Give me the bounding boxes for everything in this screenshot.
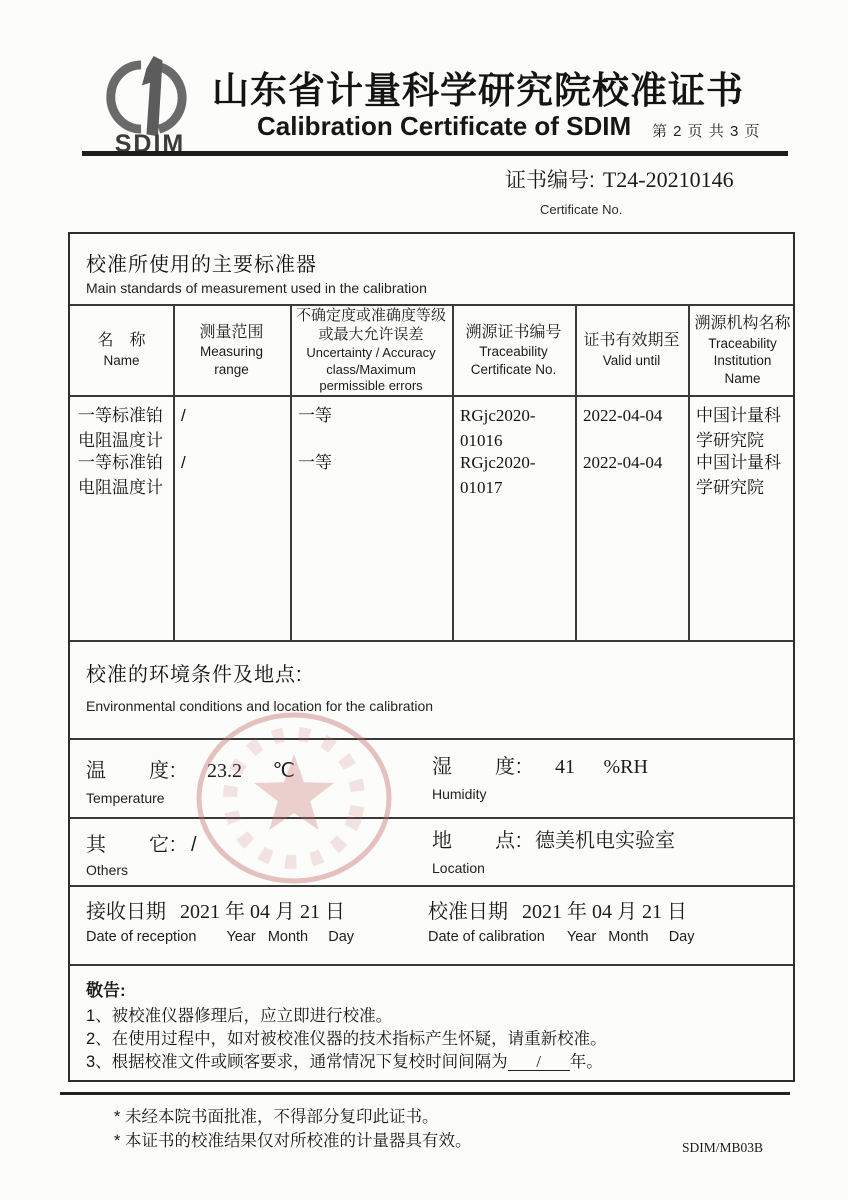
section-rule bbox=[70, 885, 793, 887]
row1-range: / bbox=[181, 406, 186, 425]
humidity-field bbox=[432, 750, 648, 779]
calibration-date-units-en: Year Month Day bbox=[566, 929, 695, 945]
col-header-name-en: Name bbox=[103, 353, 140, 369]
others-label-en: Others bbox=[86, 862, 129, 878]
reception-date-en bbox=[86, 929, 354, 945]
reception-date-label: 接收日期 bbox=[86, 901, 166, 923]
col-header-traceability-no bbox=[452, 306, 575, 395]
row1-valid-until: 2022-04-04 bbox=[583, 406, 663, 425]
row1-cert-no: RGjc2020-01016 bbox=[460, 406, 536, 450]
page-subtitle: Calibration Certificate of SDIM bbox=[257, 111, 632, 141]
standards-title-cn: 校准所使用的主要标准器 bbox=[86, 254, 317, 276]
others-value: / bbox=[191, 834, 197, 856]
calibration-date-label-en: Date of calibration bbox=[428, 929, 545, 945]
col-header-valid-until bbox=[575, 306, 688, 395]
humidity-label: 湿 度: bbox=[432, 756, 523, 778]
note-item-2: 2、在使用过程中，如对被校准仪器的技术指标产生怀疑，请重新校准。 bbox=[86, 1030, 607, 1048]
certificate-number-label-en: Certificate No. bbox=[540, 202, 623, 217]
note-item-3 bbox=[86, 1048, 603, 1072]
environment-title-en: Environmental conditions and location for the calibration bbox=[86, 698, 434, 714]
humidity-value: 41 bbox=[555, 756, 576, 778]
col-header-valid-until-en: Valid until bbox=[602, 353, 661, 369]
certificate-number-label: 证书编号: bbox=[505, 169, 595, 192]
red-stamp bbox=[194, 710, 394, 888]
temperature-label-en: Temperature bbox=[86, 790, 165, 806]
location-value: 德美机电实验室 bbox=[535, 830, 676, 852]
location-label-en: Location bbox=[432, 860, 485, 876]
logo-wordmark: SDIM bbox=[114, 130, 186, 158]
col-header-range bbox=[173, 306, 290, 395]
col-header-uncertainty bbox=[290, 306, 452, 395]
col-header-name-cn: 名 称 bbox=[97, 332, 146, 350]
humidity-unit: %RH bbox=[603, 756, 648, 778]
reception-date-value: 2021 年 04 月 21 日 bbox=[180, 901, 345, 923]
row1-uncertainty: 一等 bbox=[298, 406, 332, 425]
note-item-3-suffix: 年。 bbox=[569, 1053, 603, 1071]
col-header-institution-en: Traceability Institution Name bbox=[708, 335, 777, 386]
section-rule bbox=[70, 964, 793, 966]
others-field bbox=[86, 828, 197, 857]
standards-title-en: Main standards of measurement used in the calibration bbox=[86, 280, 427, 296]
reception-date bbox=[86, 895, 345, 924]
sdim-logo-icon bbox=[104, 56, 196, 138]
section-rule bbox=[70, 738, 793, 740]
col-header-name bbox=[70, 306, 173, 395]
table-bottom-rule bbox=[70, 640, 793, 642]
header-rule bbox=[82, 151, 788, 156]
row2-range: / bbox=[181, 453, 186, 472]
col-header-traceability-no-cn: 溯源证书编号 bbox=[465, 323, 562, 341]
form-code: SDIM/MB03B bbox=[682, 1140, 764, 1155]
footer-note-2: * 本证书的校准结果仅对所校准的计量器具有效。 bbox=[114, 1132, 472, 1150]
temperature-label: 温 度: bbox=[86, 760, 177, 782]
row1-name: 一等标准铂电阻温度计 bbox=[78, 406, 163, 450]
col-header-range-en: Measuring range bbox=[199, 344, 264, 377]
col-header-institution-cn: 溯源机构名称 bbox=[694, 314, 791, 332]
col-header-range-cn: 测量范围 bbox=[199, 323, 264, 341]
location-field bbox=[432, 824, 675, 853]
col-header-valid-until-cn: 证书有效期至 bbox=[583, 332, 680, 350]
col-header-uncertainty-en: Uncertainty / Accuracy class/Maximum permissible errors bbox=[306, 344, 436, 394]
row2-institution: 中国计量科学研究院 bbox=[696, 453, 781, 497]
footer-note-1: * 未经本院书面批准，不得部分复印此证书。 bbox=[114, 1108, 439, 1126]
note-item-3-blank: / bbox=[508, 1053, 570, 1071]
row2-valid-until: 2022-04-04 bbox=[583, 453, 663, 472]
reception-date-units-en: Year Month Day bbox=[226, 929, 355, 945]
location-label: 地 点: bbox=[432, 830, 523, 852]
temperature-value: 23.2 bbox=[207, 760, 243, 782]
reception-date-label-en: Date of reception bbox=[86, 929, 197, 945]
page-title: 山东省计量科学研究院校准证书 bbox=[212, 70, 744, 111]
humidity-label-en: Humidity bbox=[432, 786, 487, 802]
footer-rule bbox=[60, 1092, 790, 1095]
environment-title-cn: 校准的环境条件及地点: bbox=[86, 664, 303, 686]
calibration-date bbox=[428, 895, 687, 924]
certificate-number-value: T24-20210146 bbox=[602, 167, 734, 192]
note-item-3-prefix: 3、根据校准文件或顾客要求，通常情况下复校时间间隔为 bbox=[86, 1053, 508, 1071]
note-item-1: 1、被校准仪器修理后，应立即进行校准。 bbox=[86, 1007, 393, 1025]
row1-institution: 中国计量科学研究院 bbox=[696, 406, 781, 450]
section-rule bbox=[70, 817, 793, 819]
calibration-date-label: 校准日期 bbox=[428, 901, 508, 923]
row2-name: 一等标准铂电阻温度计 bbox=[78, 453, 163, 497]
notes-title: 敬告: bbox=[86, 981, 126, 1000]
calibration-date-value: 2021 年 04 月 21 日 bbox=[522, 901, 687, 923]
others-label: 其 它: bbox=[86, 834, 177, 856]
row2-cert-no: RGjc2020-01017 bbox=[460, 453, 536, 497]
certificate-body bbox=[68, 232, 795, 1082]
row2-uncertainty: 一等 bbox=[298, 453, 332, 472]
page-number: 第 2 页 共 3 页 bbox=[652, 123, 761, 140]
col-header-traceability-no-en: Traceability Certificate No. bbox=[470, 344, 557, 377]
col-header-uncertainty-cn: 不确定度或准确度等级或最大允许误差 bbox=[295, 306, 446, 344]
col-header-institution bbox=[688, 306, 797, 395]
calibration-date-en bbox=[428, 929, 695, 945]
temperature-unit: ℃ bbox=[272, 760, 295, 782]
certificate-number bbox=[505, 164, 734, 194]
